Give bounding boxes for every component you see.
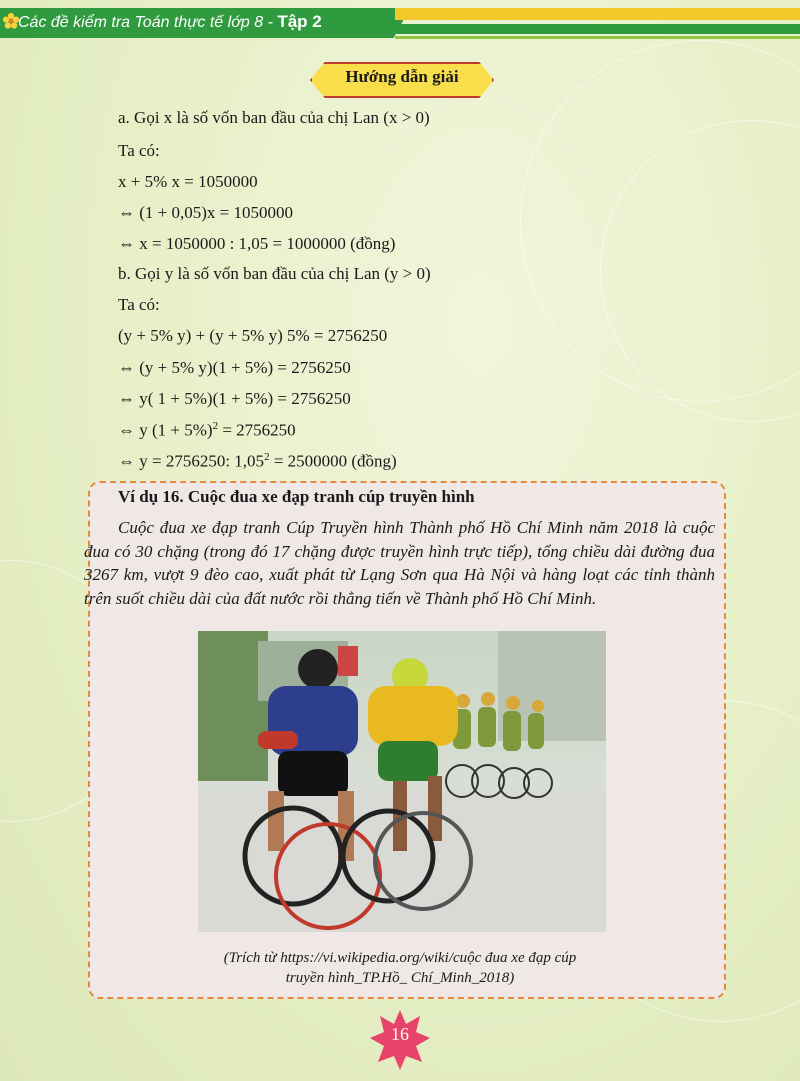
part-b-step: ⇔ y = 2756250: $1,05^2 = 2500000$ (đồng): [118, 451, 397, 471]
solution-badge-label: Hướng dẫn giải: [345, 67, 459, 86]
page-number: 16: [391, 1024, 409, 1044]
caption-line: truyền hình_TP.Hồ_ Chí_Minh_2018): [285, 970, 515, 986]
photo-caption: [190, 948, 610, 988]
part-b-step: ⇔ y( 1 + 5%)(1 + 5%) = 2756250: [118, 389, 351, 408]
cycling-race-photo: [198, 631, 606, 932]
example-paragraph: Cuộc đua xe đạp tranh Cúp Truyền hình Thành phố Hồ Chí Minh năm 2018 là cuộc đua có 30 chặng (trong đó 17 chặng được truyền hình trực tiếp), tổng chiều dài đường đua 3267 km, vượt 9 đèo cao, xuất phát từ Lạng Sơn qua Hà Nội và hàng loạt các tỉnh thành trên suốt chiều dài của đất nước rồi thẳng tiến về Thành phố Hồ Chí Minh.: [84, 518, 715, 608]
part-b-intro: b. Gọi y là số vốn ban đầu của chị Lan (y > 0): [118, 264, 431, 283]
part-b-ta-co: Ta có:: [118, 295, 160, 314]
part-b-step: (y + 5% y) + (y + 5% y) 5% = 2756250: [118, 326, 388, 345]
volume-label: Tập 2: [277, 12, 322, 31]
page-header: [0, 0, 800, 46]
part-b-step: ⇔ (y + 5% y)(1 + 5%) = 2756250: [118, 358, 351, 377]
caption-line: (Trích từ https://vi.wikipedia.org/wiki/cuộc đua xe đạp cúp: [223, 950, 577, 966]
book-title: Các đề kiểm tra Toán thực tế lớp 8 - Tập 2: [18, 12, 322, 31]
example-title: Ví dụ 16. Cuộc đua xe đạp tranh cúp truyền hình: [118, 487, 475, 506]
part-a-ta-co: Ta có:: [118, 141, 160, 160]
part-b-step: ⇔ y $(1 + 5\%)^2 = 2756250$: [118, 420, 296, 440]
part-a-step: x + 5% x = 1050000: [118, 172, 258, 191]
part-a-step: ⇔ x = 1050000 : 1,05 = 1000000 (đồng): [118, 234, 396, 253]
part-a-step: ⇔ (1 + 0,05)x = 1050000: [118, 203, 293, 222]
part-a-intro: a. Gọi x là số vốn ban đầu của chị Lan (x > 0): [118, 108, 430, 127]
